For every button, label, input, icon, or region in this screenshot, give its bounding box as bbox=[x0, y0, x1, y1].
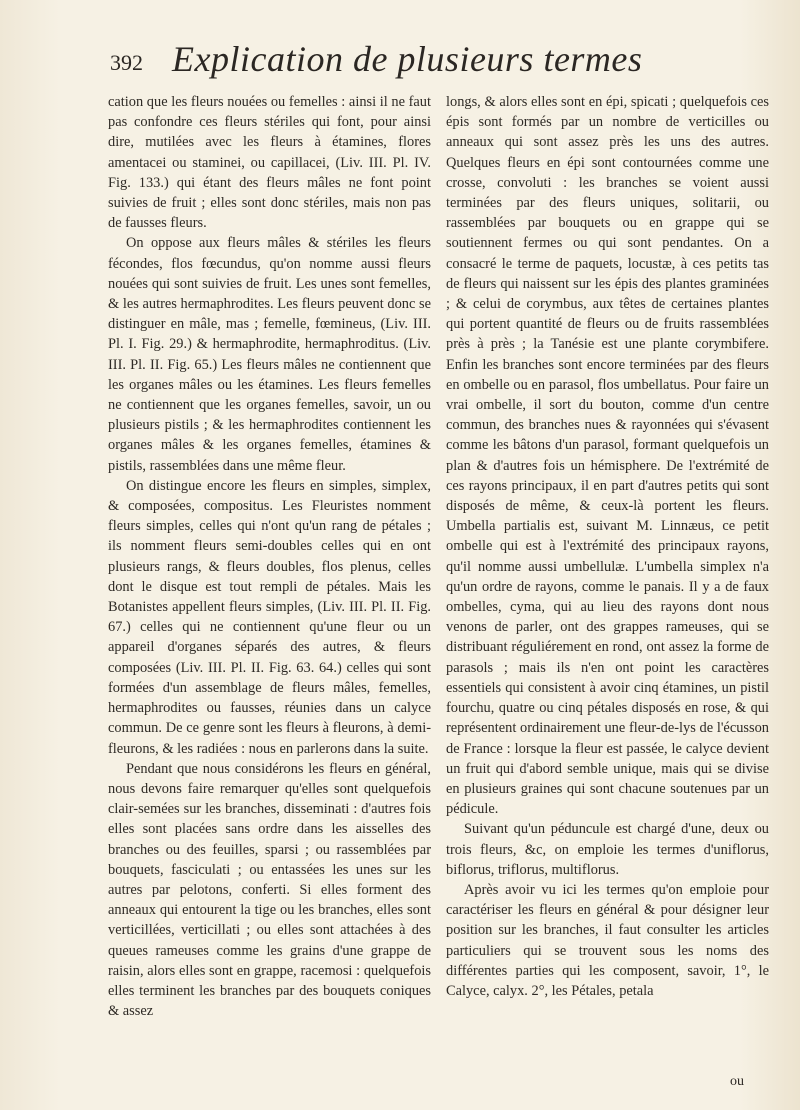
right-column bbox=[446, 92, 769, 1092]
paragraph: Pendant que nous considérons les fleurs en général, nous devons faire remarquer qu'elles sont quelquefois clair-semées sur les branches, disseminati : d'autres fois elles sont placées sans ordre dans les aisselles des branches ou des feuilles, sparsi ; ou rassemblées par bouquets, fasciculati ; ou entassées les unes sur les autres par pelotons, conferti. Si elles forment des anneaux qui entourent la tige ou les branches, elles sont verticillées, verticillati ; ou elles sont attachées à des queues rameuses comme les grains d'une grappe de raisin, alors elles sont en grappe, racemosi : quelquefois elles terminent les branches par des bouquets coniques & assez bbox=[108, 760, 431, 1020]
paragraph: Après avoir vu ici les termes qu'on emploie pour caractériser les fleurs en général & pour désigner leur position sur les branches, il faut consulter les articles particuliers qui se trouvent sous les noms des différentes parties qui les composent, savoir, 1°, le Calyce, calyx. 2°, les Pétales, petala bbox=[446, 881, 769, 999]
page-number: 392 bbox=[110, 50, 143, 75]
paragraph: On oppose aux fleurs mâles & stériles les fleurs fécondes, flos fœcundus, qu'on nomme aussi fleurs nouées qui sont suivies de fruit. Les unes sont femelles, & les autres hermaphrodites. Les fleurs peuvent donc se distinguer en mâle, mas ; femelle, fœmineus, (Liv. III. Pl. I. Fig. 29.) & hermaphrodite, hermaphroditus. (Liv. III. Pl. II. Fig. 65.) Les fleurs mâles ne contiennent que les organes mâles ou les étamines. Les fleurs femelles ne contiennent que les organes femelles, savoir, un ou plusieurs pistils ; & les hermaphrodites contiennent les organes mâles & les organes femelles, étamines & pistils, rassemblées dans une même fleur. bbox=[108, 235, 431, 474]
running-head bbox=[110, 38, 710, 88]
running-title: Explication de plusieurs termes bbox=[172, 39, 643, 79]
catchword: ou bbox=[730, 1074, 744, 1089]
paragraph: longs, & alors elles sont en épi, spicati ; quelquefois ces épis sont formés par un nombre de verticilles ou anneaux qui sont assez près les uns des autres. Quelques fleurs en épi sont contournées comme une crosse, convoluti : les branches se voient aussi terminées par des fleurs uniques, solitarii, ou rassemblées par bouquets ou en grappe qui se soutiennent fermes ou qui sont pendantes. On a consacré le terme de paquets, locustæ, à ces petits tas de fleurs qui naissent sur les épis des plantes graminées ; & celui de corymbus, aux têtes de certaines plantes qui portent quantité de fleurs ou de fruits rassemblées près à près ; la Tanésie est une plante corymbifere. Enfin les branches sont encore terminées par des fleurs en ombelle ou en parasol, flos umbellatus. Pour faire un vrai ombelle, il sort du bouton, comme d'un centre commun, des branches nues & rayonnées qui s'évasent comme les bâtons d'un parasol, formant quelquefois un plan & d'autres fois un hémisphere. De l'extrémité de ces rayons principaux, il en part d'autres petits qui sont disposés de même, & ceux-là portent les fleurs. Umbella partialis est, suivant M. Linnæus, ce petit ombelle qui est à l'extrémité des principaux rayons, qu'il nomme aussi umbellulæ. L'umbella simplex n'a qu'un ordre de rayons, comme le panais. Il y a de faux ombelles, cyma, qui au lieu des rayons dont nous venons de parler, ont des grappes rameuses, qui se distribuant réguliérement en rond, ont assez la forme de parasols ; mais ils n'en ont point les caractères essentiels qui consistent à avoir cinq étamines, un pistil fourchu, quatre ou cinq pétales disposés en rose, & qui représentent ordinairement une fleur-de-lys de l'écusson de France : lorsque la fleur est passée, le calyce devient un fruit qui d'abord semble unique, mais qui se divise en plusieurs graines qui sont chacune soutenues par un pédicule. bbox=[446, 94, 769, 818]
left-column bbox=[108, 92, 431, 1092]
paragraph: cation que les fleurs nouées ou femelles : ainsi il ne faut pas confondre ces fleurs stériles qui font, pour ainsi dire, mutilées avec les fleurs à étamines, flores amentacei ou staminei, ou capillacei, (Liv. III. Pl. IV. Fig. 133.) qui étant des fleurs mâles ne font point suivies de fruit ; elles sont donc stériles, mais non pas de fausses fleurs. bbox=[108, 94, 431, 232]
paragraph: On distingue encore les fleurs en simples, simplex, & composées, compositus. Les Fleuristes nomment fleurs simples, celles qui n'ont qu'un rang de pétales ; ils nomment fleurs semi-doubles celles qui en ont plusieurs rangs, & fleurs doubles, flos plenus, celles dont le disque est tout rempli de pétales. Mais les Botanistes appellent fleurs simples, (Liv. III. Pl. II. Fig. 67.) celles qui ne contiennent qu'une fleur ou un appareil d'organes séparés des autres, & fleurs composées (Liv. III. Pl. II. Fig. 63. 64.) celles qui sont formées d'un assemblage de fleurs mâles, femelles, hermaphrodites ou fausses, réunies dans un calyce commun. De ce genre sont les fleurs à fleurons, à demi-fleurons, & les radiées : nous en parlerons dans la suite. bbox=[108, 477, 431, 757]
paragraph: Suivant qu'un péduncule est chargé d'une, deux ou trois fleurs, &c, on emploie les termes d'uniflorus, biflorus, triflorus, multiflorus. bbox=[446, 821, 769, 878]
